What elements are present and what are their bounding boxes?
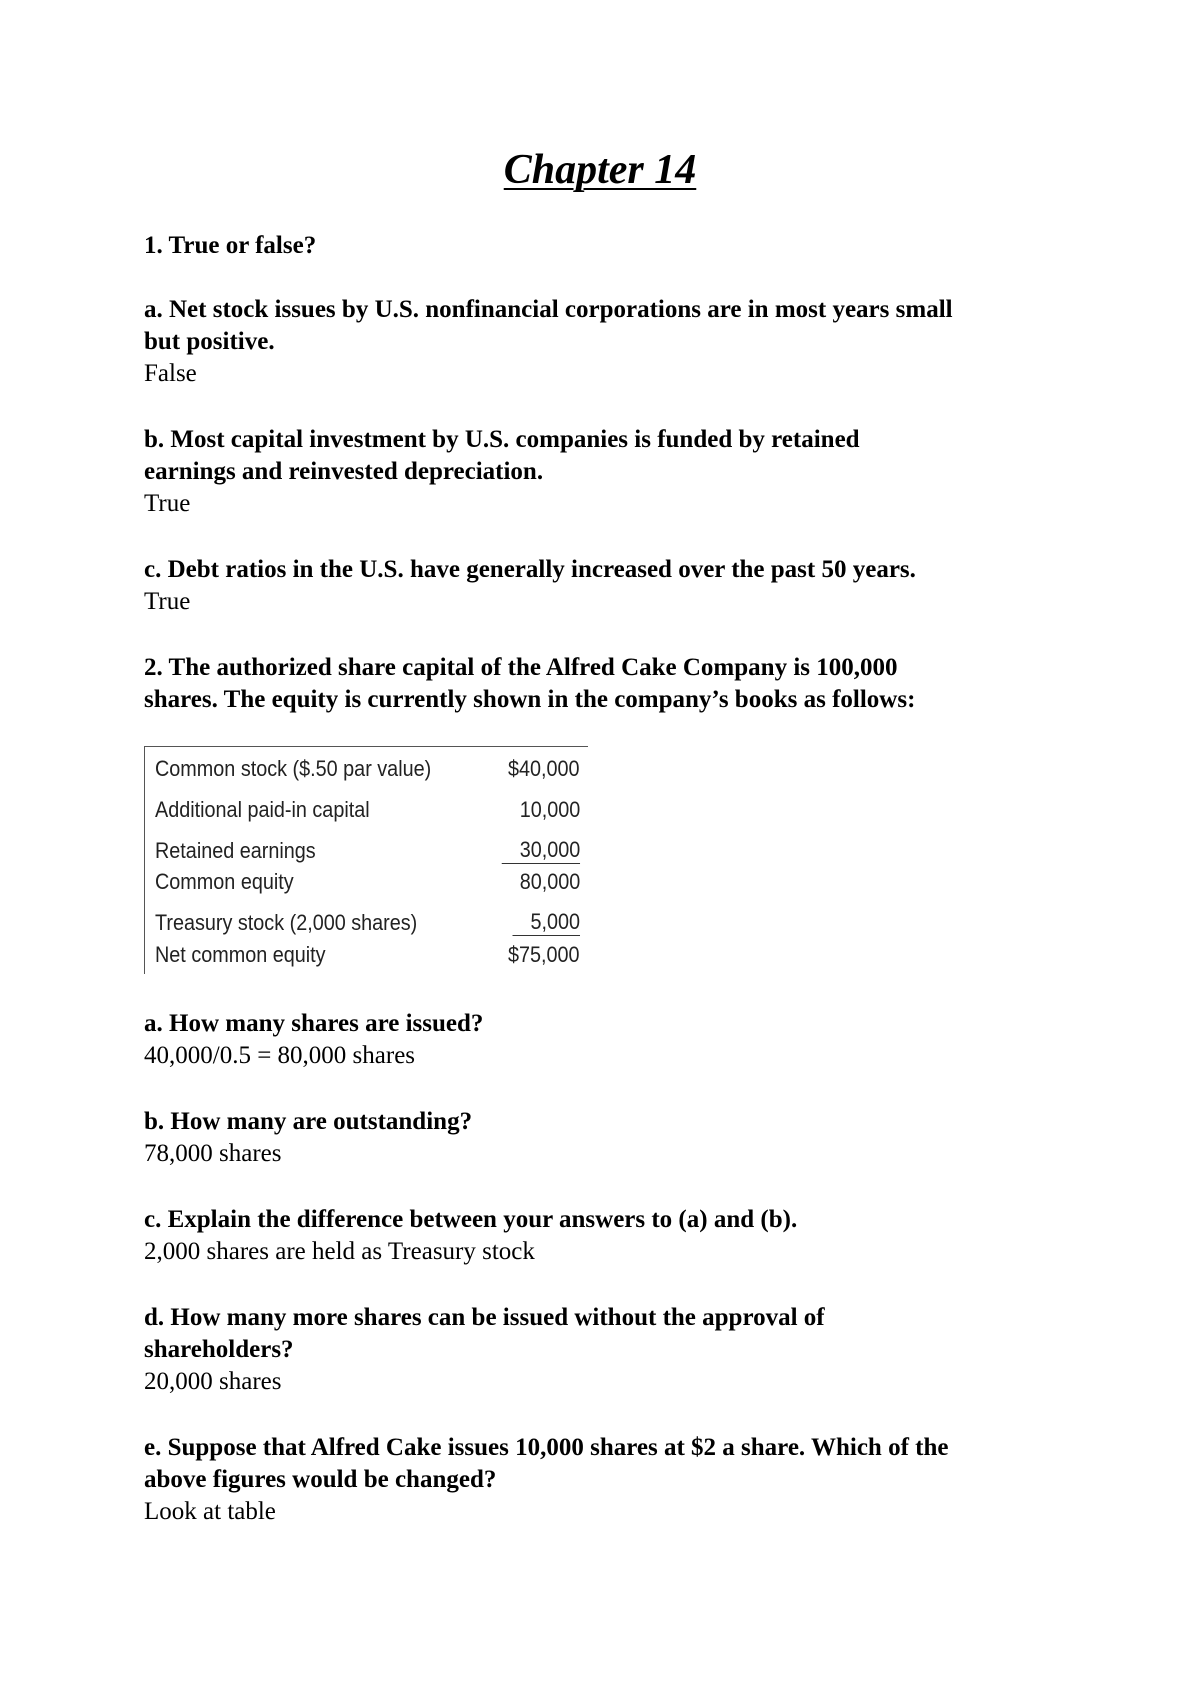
- q2-heading-line1: 2. The authorized share capital of the Alfred Cake Company is 100,000: [144, 654, 898, 681]
- q1c-question: c. Debt ratios in the U.S. have generally increased over the past 50 years.: [144, 556, 916, 583]
- q2d-question-line1: d. How many more shares can be issued without the approval of: [144, 1304, 825, 1331]
- q1b-question-line1: b. Most capital investment by U.S. companies is funded by retained: [144, 426, 860, 453]
- table-top-rule: [144, 746, 588, 747]
- q2-heading-line2: shares. The equity is currently shown in the company’s books as follows:: [144, 686, 916, 713]
- row-value: 30,000: [501, 836, 580, 864]
- table-row: [144, 940, 588, 970]
- table-row: [144, 836, 588, 866]
- row-label: Common stock ($.50 par value): [155, 756, 432, 781]
- row-label: Net common equity: [155, 942, 326, 967]
- q2d-answer: 20,000 shares: [144, 1368, 282, 1395]
- equity-table: [144, 746, 588, 974]
- q2c-question: c. Explain the difference between your answers to (a) and (b).: [144, 1206, 798, 1233]
- q1-heading: 1. True or false?: [144, 232, 317, 259]
- page-title: Chapter 14: [503, 147, 697, 193]
- q2a-answer: 40,000/0.5 = 80,000 shares: [144, 1042, 416, 1069]
- row-value: $40,000: [508, 756, 580, 781]
- q2a-question: a. How many shares are issued?: [144, 1010, 484, 1037]
- table-row: [144, 754, 588, 784]
- row-label: Treasury stock (2,000 shares): [155, 910, 418, 935]
- q1b-question-line2: earnings and reinvested depreciation.: [144, 458, 544, 485]
- row-value: 80,000: [519, 869, 580, 894]
- row-value: 5,000: [512, 908, 580, 936]
- table-row: [144, 867, 588, 897]
- q1a-question-line1: a. Net stock issues by U.S. nonfinancial corporations are in most years small: [144, 296, 953, 323]
- q2d-question-line2: shareholders?: [144, 1336, 294, 1363]
- q1b-answer: True: [144, 490, 191, 517]
- q2e-question-line2: above figures would be changed?: [144, 1466, 497, 1493]
- table-row: [144, 795, 588, 825]
- q2e-answer: Look at table: [144, 1498, 276, 1525]
- q1c-answer: True: [144, 588, 191, 615]
- row-label: Common equity: [155, 869, 294, 894]
- row-value: 10,000: [519, 797, 580, 822]
- row-value: $75,000: [508, 942, 580, 967]
- q2e-question-line1: e. Suppose that Alfred Cake issues 10,000 shares at $2 a share. Which of the: [144, 1434, 949, 1461]
- q1a-answer: False: [144, 360, 197, 387]
- row-label: Retained earnings: [155, 838, 316, 863]
- q1a-question-line2: but positive.: [144, 328, 275, 355]
- q2c-answer: 2,000 shares are held as Treasury stock: [144, 1238, 535, 1265]
- q2b-question: b. How many are outstanding?: [144, 1108, 473, 1135]
- q2b-answer: 78,000 shares: [144, 1140, 282, 1167]
- table-row: [144, 908, 588, 938]
- row-label: Additional paid-in capital: [155, 797, 370, 822]
